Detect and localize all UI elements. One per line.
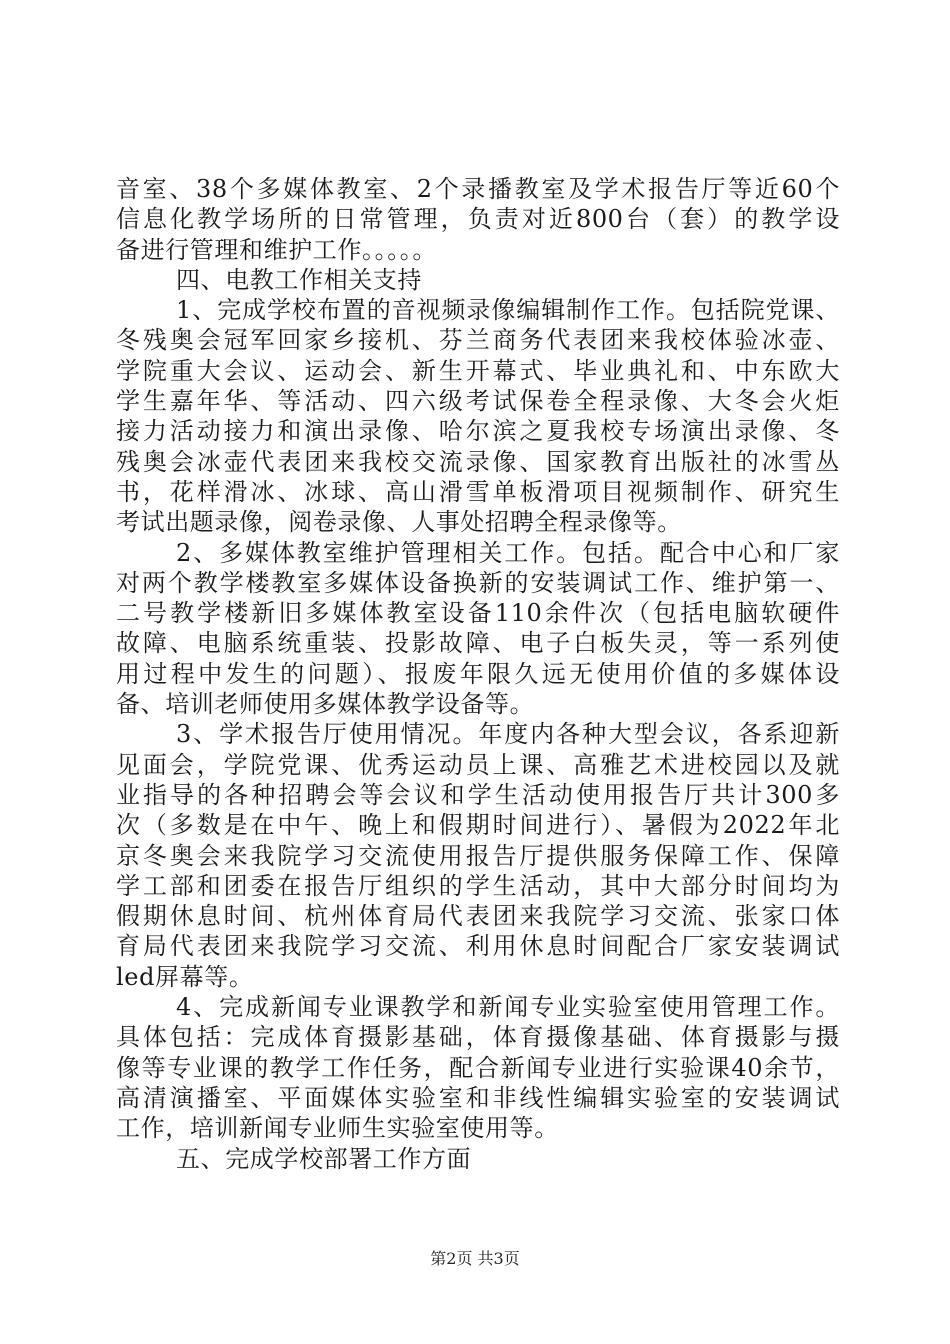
text-line: 具体包括：完成体育摄影基础，体育摄像基础、体育摄影与摄 (116, 1023, 840, 1052)
paragraph-first-line: 1、完成学校布置的音视频录像编辑制作工作。包括院党课、 (176, 296, 840, 325)
text-line: 用过程中发生的问题）、报废年限久远无使用价值的多媒体设 (116, 659, 840, 688)
text-line: 备进行管理和维护工作。。。。。 (116, 235, 437, 264)
text-line: 育局代表团来我院学习交流、利用休息时间配合厂家安装调试 (116, 932, 840, 961)
text-line: 二号教学楼新旧多媒体教室设备110余件次（包括电脑软硬件 (116, 599, 840, 628)
document-body (116, 174, 840, 1174)
text-line: 考试出题录像，阅卷录像、人事处招聘全程录像等。 (116, 508, 682, 537)
text-line: 冬残奥会冠军回家乡接机、芬兰商务代表团来我校体验冰壶、 (116, 326, 840, 355)
text-line: 京冬奥会来我院学习交流使用报告厅提供服务保障工作、保障 (116, 841, 840, 870)
text-line: 学生嘉年华、等活动、四六级考试保卷全程录像、大冬会火炬 (116, 387, 840, 416)
text-line: 学院重大会议、运动会、新生开幕式、毕业典礼和、中东欧大 (116, 356, 840, 385)
text-line: 音室、38个多媒体教室、2个录播教室及学术报告厅等近60个 (116, 175, 840, 203)
text-line: 次（多数是在中午、晚上和假期时间进行）、暑假为2022年北 (116, 811, 840, 840)
text-line: 见面会，学院党课、优秀运动员上课、高雅艺术进校园以及就 (116, 750, 840, 779)
paragraph-first-line: 4、完成新闻专业课教学和新闻专业实验室使用管理工作。 (176, 993, 840, 1022)
paragraph-first-line: 3、学术报告厅使用情况。年度内各种大型会议，各系迎新 (176, 720, 840, 749)
text-line: 信息化教学场所的日常管理，负责对近800台（套）的教学设 (116, 205, 840, 234)
text-line: 备、培训老师使用多媒体教学设备等。 (116, 690, 535, 719)
text-line: 故障、电脑系统重装、投影故障、电子白板失灵，等一系列使 (116, 629, 840, 658)
section-heading: 四、电教工作相关支持 (176, 265, 422, 294)
text-line: 对两个教学楼教室多媒体设备换新的安装调试工作、维护第一、 (116, 568, 840, 597)
text-line: 像等专业课的教学工作任务，配合新闻专业进行实验课40余节， (116, 1053, 840, 1082)
text-line: 书，花样滑冰、冰球、高山滑雪单板滑项目视频制作、研究生 (116, 477, 840, 506)
text-line: 残奥会冰壶代表团来我校交流录像、国家教育出版社的冰雪丛 (116, 447, 840, 476)
text-line: 接力活动接力和演出录像、哈尔滨之夏我校专场演出录像、冬 (116, 417, 840, 446)
text-line: 高清演播室、平面媒体实验室和非线性编辑实验室的安装调试 (116, 1083, 840, 1112)
text-line: 假期休息时间、杭州体育局代表团来我院学习交流、张家口体 (116, 902, 840, 931)
text-line: 学工部和团委在报告厅组织的学生活动，其中大部分时间均为 (116, 871, 840, 900)
paragraph-first-line: 2、多媒体教室维护管理相关工作。包括。配合中心和厂家 (176, 538, 840, 567)
section-heading: 五、完成学校部署工作方面 (176, 1144, 472, 1173)
text-line: 业指导的各种招聘会等会议和学生活动使用报告厅共计300多 (116, 780, 840, 809)
text-line: led屏幕等。 (116, 962, 254, 991)
page-number-footer: 第2页 共3页 (430, 1249, 520, 1268)
text-line: 工作，培训新闻专业师生实验室使用等。 (116, 1114, 559, 1143)
